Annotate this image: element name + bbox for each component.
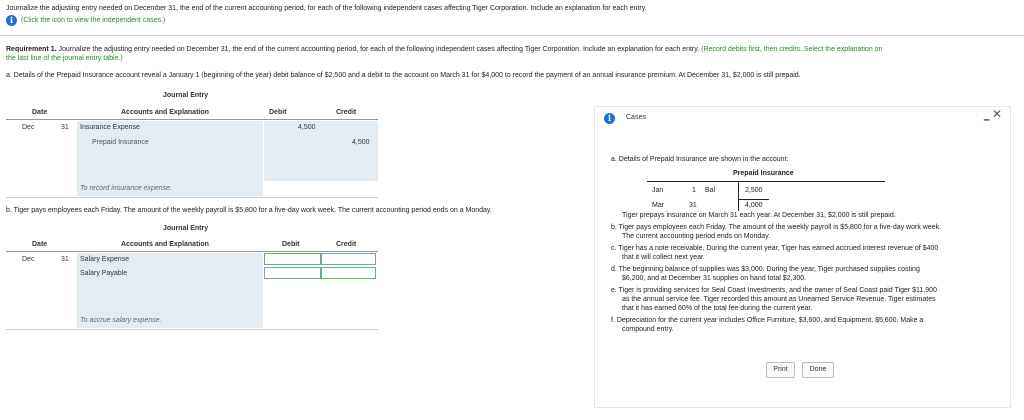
case-a-shade-amounts [264, 121, 378, 181]
case-a-row1-account[interactable]: Insurance Expense [80, 124, 140, 131]
case-a-row1-debit[interactable]: 4,500 [298, 124, 316, 131]
case-b-row2-debit-input[interactable] [264, 267, 321, 279]
done-button[interactable]: Done [802, 362, 834, 378]
t-row1-label: Bal [705, 187, 716, 194]
case-a-bottom-rule [6, 197, 378, 198]
popup-case-c-line2: that it will collect next year. [622, 254, 705, 261]
case-b-row1-account[interactable]: Salary Expense [80, 256, 130, 263]
instruction-text: Journalize the adjusting entry needed on December 31, the end of the current accounting period, for each of the following independent cases affecting Tiger Corporation. Include an explanation for each entry. [6, 5, 647, 12]
t-row1-amount: 2,500 [745, 187, 763, 194]
case-a-header-rule [6, 119, 378, 120]
case-b-explanation[interactable]: To accrue salary expense. [80, 317, 162, 324]
popup-case-d-line1: d. The beginning balance of supplies was $3,000. During the year, Tiger purchased supplies costing [611, 266, 920, 273]
case-b-row2-account[interactable]: Salary Payable [80, 270, 128, 277]
case-b-row1-month: Dec [22, 256, 35, 263]
popup-case-e-line1: e. Tiger is providing services for Seal Coast Investments, and the owner of Seal Coast paid Tiger $11,900 [611, 287, 937, 294]
requirement-hint: (Record debits first, then credits. Select the explanation on [699, 46, 883, 53]
case-a-header-accounts: Accounts and Explanation [121, 109, 209, 116]
popup-case-e-line3: that it has earned 60% of the total fee during the current year. [622, 305, 813, 312]
case-a-header-credit: Credit [336, 109, 357, 116]
case-b-row2-credit-input[interactable] [321, 267, 376, 279]
case-b-text: b. Tiger pays employees each Friday. The amount of the weekly payroll is $5,800 for a five-day work week. The current accounting period ends on a Monday. [6, 207, 492, 214]
case-b-bottom-rule [6, 329, 378, 330]
popup-case-a-after: Tiger prepays insurance on March 31 each year. At December 31, $2,000 is still prepaid. [622, 212, 896, 219]
close-icon[interactable]: ✕ [991, 107, 1002, 121]
case-b-row1-debit-input[interactable] [264, 253, 321, 265]
popup-case-a: a. Details of Prepaid Insurance are shown in the account: [611, 156, 789, 163]
t-account-top-rule [647, 181, 885, 182]
t-row2-amount: 4,000 [745, 202, 763, 209]
t-account-title: Prepaid Insurance [733, 170, 794, 177]
divider [0, 35, 1024, 36]
print-button[interactable]: Print [766, 362, 795, 378]
case-a-text: a. Details of the Prepaid Insurance account reveal a January 1 (beginning of the year) debit balance of $2,500 and a debit to the account on March 31 for $4,000 to record the payment of an annual insurance premium. At December 31, $2,000 is still prepaid. [6, 72, 801, 79]
popup-case-b-line1: b. Tiger pays employees each Friday. The amount of the weekly payroll is $5,800 for a five-day work week. [611, 224, 942, 231]
case-b-row1-credit-input[interactable] [321, 253, 376, 265]
case-b-header-credit: Credit [336, 241, 357, 248]
case-b-row1-day: 31 [61, 256, 69, 263]
case-a-row1-day: 31 [61, 124, 69, 131]
case-b-header-rule [6, 251, 378, 252]
case-b-header-date: Date [32, 241, 48, 248]
info-icon[interactable]: i [6, 15, 17, 26]
case-b-header-debit: Debit [282, 241, 300, 248]
popup-case-f-line2: compound entry. [622, 326, 674, 333]
requirement-label: Requirement 1. [6, 46, 57, 53]
minimize-icon[interactable]: – [983, 112, 990, 126]
popup-case-d-line2: $6,200, and at December 31 supplies on hand total $2,300. [622, 275, 807, 282]
t-row1-month: Jan [652, 187, 664, 194]
popup-case-f-line1: f. Depreciation for the current year includes Office Furniture, $3,600, and Equipment, $5,600. Make a [611, 317, 924, 324]
popup-case-e-line2: as the annual service fee. Tiger recorded this amount as Unearned Service Revenue. Tiger estimates [622, 296, 936, 303]
case-a-row1-month: Dec [22, 124, 35, 131]
t-row2-month: Mar [652, 202, 665, 209]
t-row2-day: 31 [689, 202, 697, 209]
requirement-body: Journalize the adjusting entry needed on December 31, the end of the current accounting period, for each of the following independent cases affecting Tiger Corporation. Include an explanation for each entry. [56, 46, 700, 53]
cases-popup [595, 107, 1010, 407]
case-b-header-accounts: Accounts and Explanation [121, 241, 209, 248]
t-account-sum-rule [739, 199, 769, 200]
t-row1-day: 1 [692, 187, 696, 194]
case-a-row2-account[interactable]: Prepaid Insurance [92, 139, 149, 146]
case-a-header-debit: Debit [269, 109, 287, 116]
popup-case-b-line2: The current accounting period ends on Monday. [622, 233, 771, 240]
view-cases-link[interactable]: (Click the icon to view the independent cases.) [21, 17, 166, 24]
case-a-row2-credit[interactable]: 4,500 [352, 139, 370, 146]
popup-title: Cases [626, 114, 646, 121]
case-a-explanation[interactable]: To record insurance expense. [80, 185, 172, 192]
case-b-table-title: Journal Entry [163, 225, 209, 232]
case-a-table-title: Journal Entry [163, 92, 209, 99]
popup-info-icon: i [604, 113, 615, 124]
requirement-text [6, 45, 882, 54]
popup-case-c-line1: c. Tiger has a note receivable. During the current year, Tiger has earned accrued interest revenue of $400 [611, 245, 939, 252]
requirement-hint-cont: the last line of the journal entry table.) [6, 55, 123, 62]
t-account-divider [738, 181, 739, 211]
case-a-header-date: Date [32, 109, 48, 116]
